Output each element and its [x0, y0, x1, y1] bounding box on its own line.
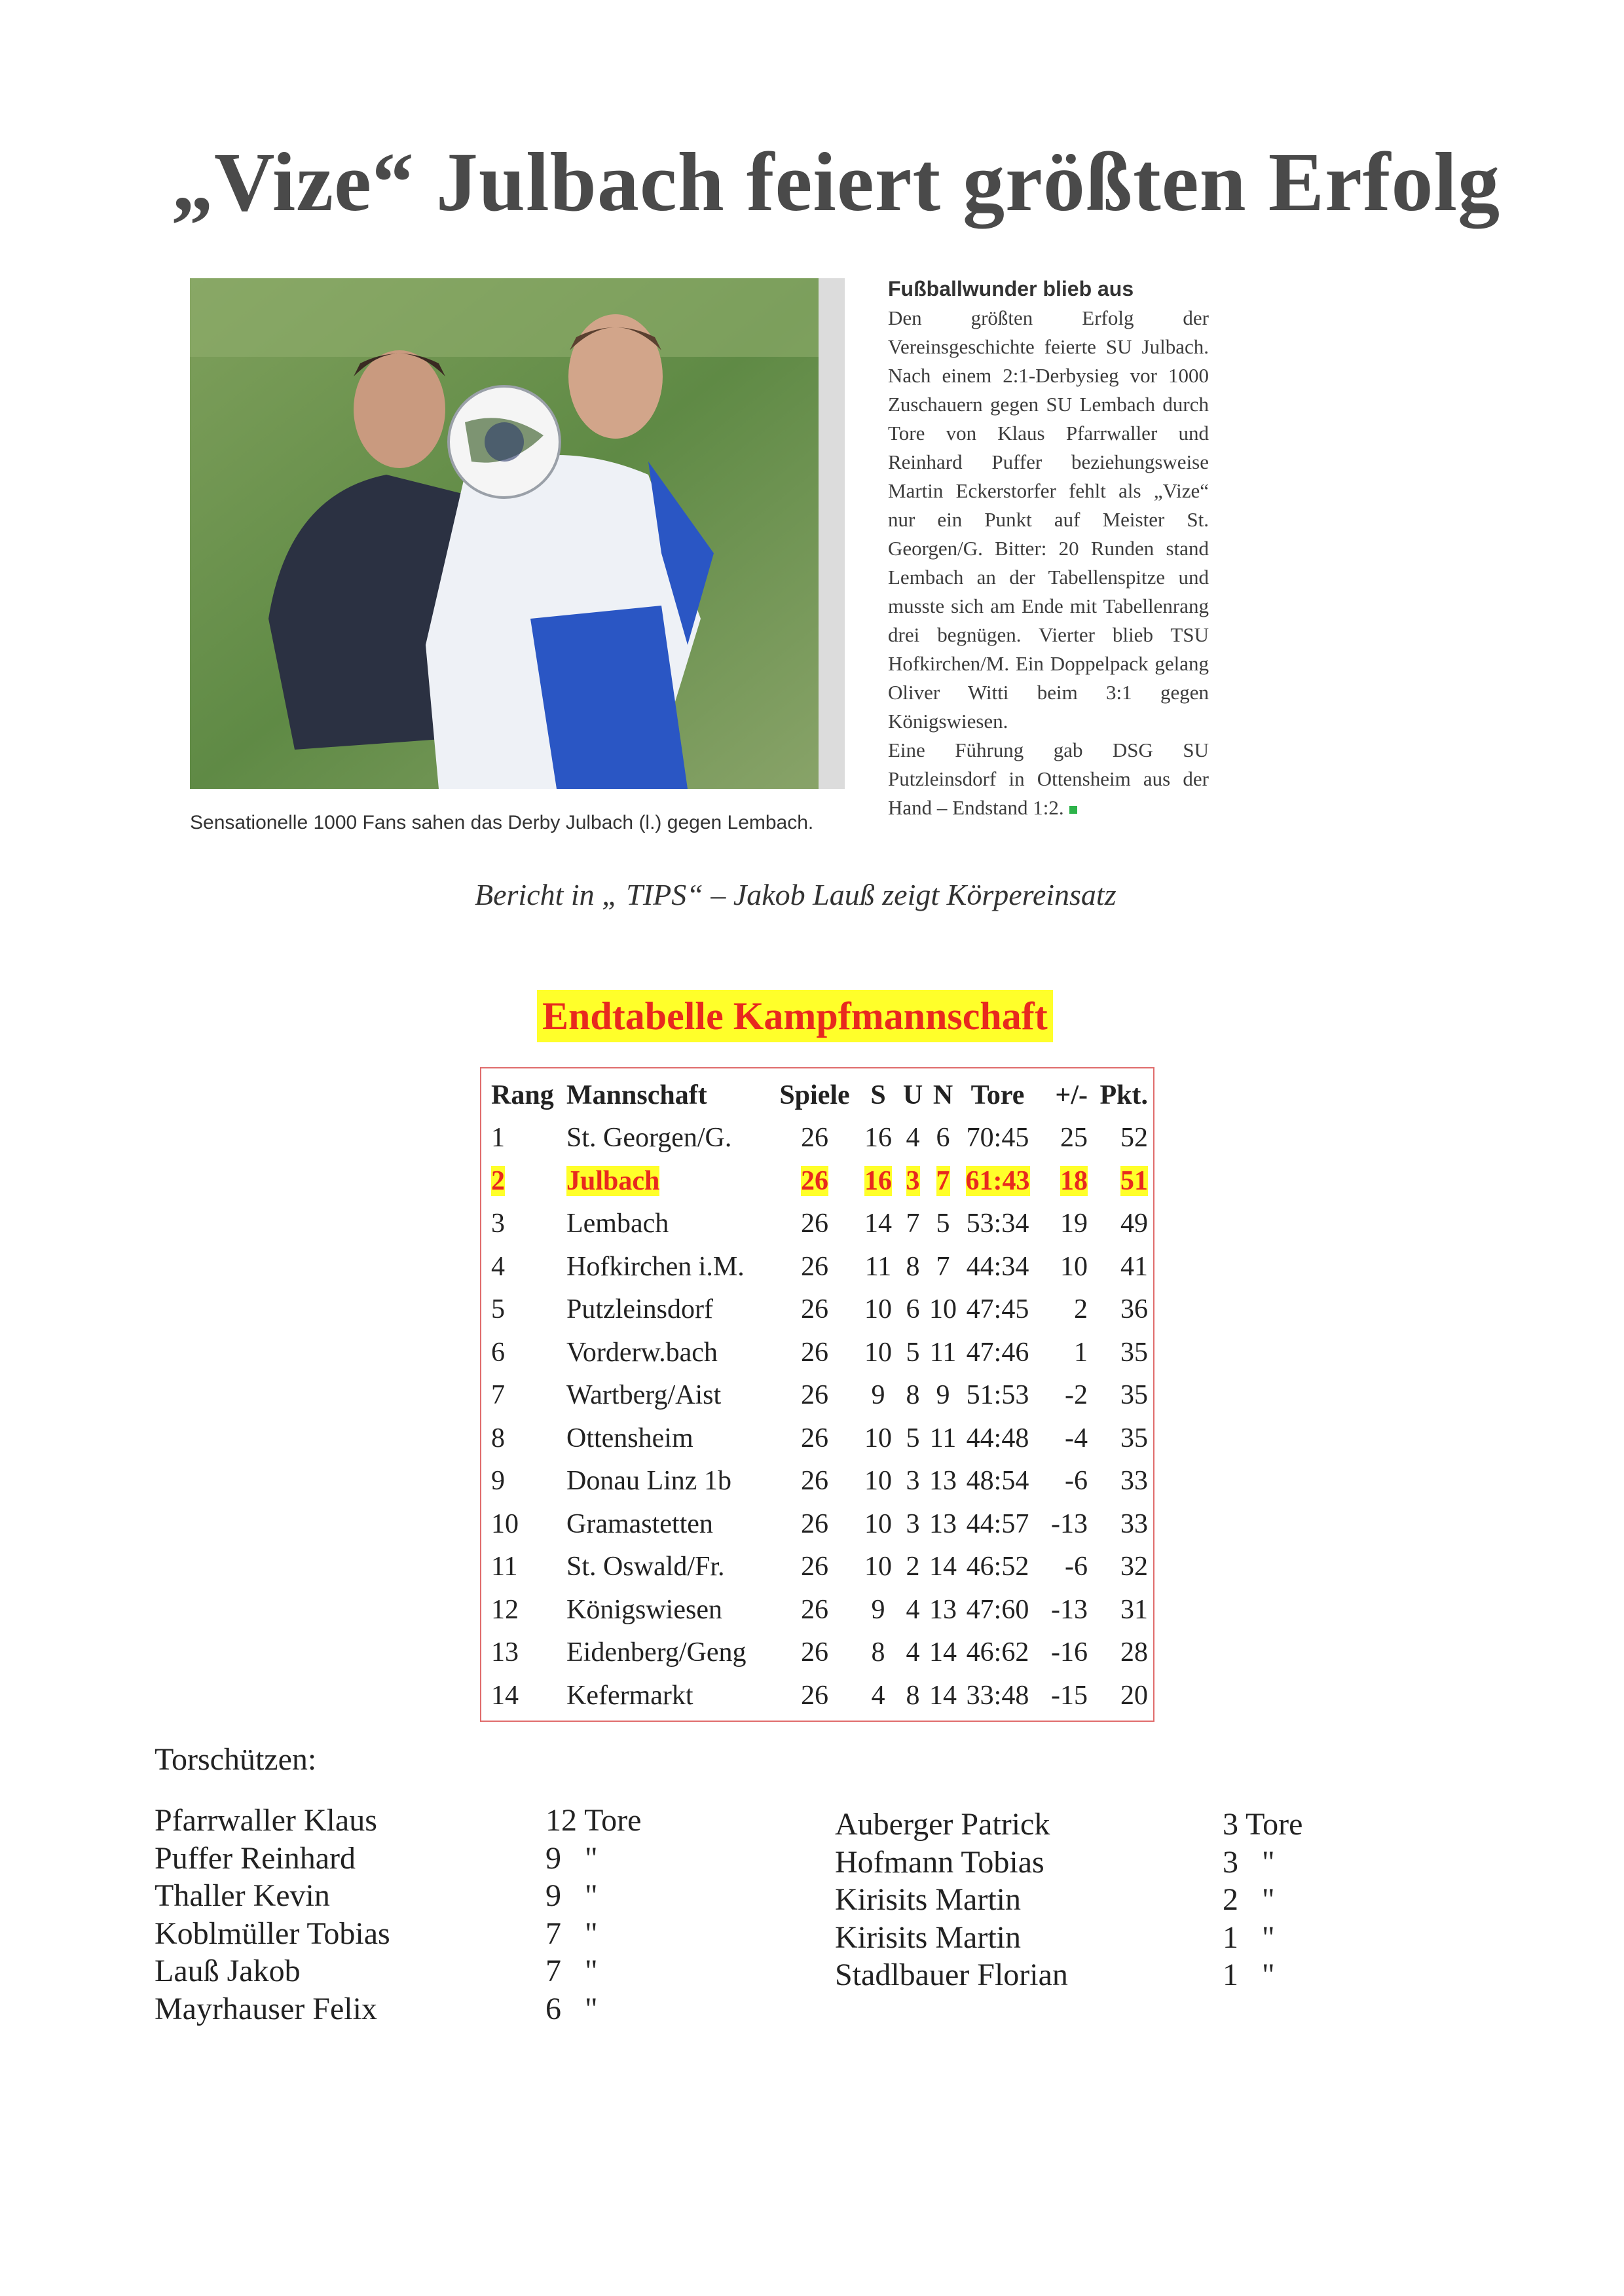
cell-u: 3 — [906, 1508, 920, 1539]
scorer-row — [155, 1915, 692, 1953]
cell-pkt: 35 — [1120, 1423, 1148, 1453]
header-mannschaft: Mannschaft — [566, 1080, 707, 1110]
cell-rang: 3 — [491, 1209, 505, 1239]
cell-spiele: 26 — [801, 1380, 828, 1411]
scorer-row — [835, 1806, 1346, 1844]
article-body-ending — [888, 736, 1209, 822]
highlighted-cell-team: Julbach — [566, 1165, 660, 1196]
scorer-row — [835, 1881, 1346, 1919]
cell-team: Königswiesen — [566, 1594, 722, 1625]
table-row — [491, 1203, 1148, 1246]
scorers-right-column — [835, 1806, 1346, 1994]
header-s: S — [870, 1080, 886, 1110]
cell-pkt: 35 — [1120, 1337, 1148, 1368]
cell-spiele: 26 — [801, 1552, 828, 1582]
cell-spiele: 26 — [801, 1594, 828, 1625]
cell-tore: 44:57 — [966, 1508, 1029, 1539]
scorer-row — [155, 1990, 692, 2028]
scorer-name: Auberger Patrick — [835, 1807, 1050, 1842]
cell-spiele: 26 — [801, 1294, 828, 1325]
cell-spiele: 26 — [801, 1209, 828, 1239]
standings-table-frame — [480, 1067, 1154, 1722]
cell-n: 14 — [929, 1637, 957, 1668]
cell-spiele — [769, 1159, 860, 1203]
highlighted-cell-spiele: 26 — [801, 1165, 828, 1196]
cell-diff: 25 — [1060, 1123, 1088, 1154]
cell-tore: 47:46 — [966, 1337, 1029, 1368]
cell-pkt: 49 — [1120, 1209, 1148, 1239]
scorer-name: Puffer Reinhard — [155, 1840, 356, 1876]
cell-u: 7 — [906, 1209, 920, 1239]
standings-header-row — [491, 1074, 1148, 1117]
cell-team: Hofkirchen i.M. — [566, 1251, 745, 1282]
standings-table — [491, 1074, 1148, 1717]
cell-diff: -2 — [1065, 1380, 1088, 1411]
cell-diff: -6 — [1065, 1466, 1088, 1497]
cell-tore: 33:48 — [966, 1680, 1029, 1711]
cell-rang: 12 — [491, 1594, 519, 1625]
cell-s: 10 — [864, 1294, 892, 1325]
cell-s: 9 — [871, 1594, 885, 1625]
cell-diff: -16 — [1051, 1637, 1088, 1668]
cell-team: Vorderw.bach — [566, 1337, 718, 1368]
cell-s: 8 — [871, 1637, 885, 1668]
cell-diff: -13 — [1051, 1594, 1088, 1625]
scorer-goals: 7 " — [545, 1916, 598, 1951]
cell-pkt: 52 — [1120, 1123, 1148, 1154]
scorer-name: Hofmann Tobias — [835, 1844, 1044, 1880]
cell-n: 14 — [929, 1552, 957, 1582]
cell-spiele: 26 — [801, 1423, 828, 1453]
scorer-goals: 2 " — [1223, 1882, 1275, 1917]
scorer-row — [155, 1802, 692, 1840]
cell-tore: 48:54 — [966, 1466, 1029, 1497]
table-row — [491, 1331, 1148, 1374]
highlighted-cell-diff: 18 — [1060, 1165, 1088, 1196]
cell-pkt — [1088, 1159, 1148, 1203]
highlighted-cell-u: 3 — [906, 1165, 920, 1196]
cell-tore: 70:45 — [966, 1123, 1029, 1154]
header-diff: +/- — [1055, 1080, 1088, 1110]
standings-body — [491, 1117, 1148, 1717]
cell-diff: -6 — [1065, 1552, 1088, 1582]
cell-diff: 19 — [1060, 1209, 1088, 1239]
cell-pkt: 33 — [1120, 1508, 1148, 1539]
scorer-name: Kirisits Martin — [835, 1882, 1021, 1917]
cell-s: 10 — [864, 1337, 892, 1368]
cell-pkt: 32 — [1120, 1552, 1148, 1582]
header-pkt: Pkt. — [1099, 1080, 1148, 1110]
cell-n: 10 — [929, 1294, 957, 1325]
cell-pkt: 31 — [1120, 1594, 1148, 1625]
header-spiele: Spiele — [779, 1080, 850, 1110]
scorer-row — [835, 1956, 1346, 1994]
cell-s: 16 — [864, 1123, 892, 1154]
headline: „Vize“ Julbach feiert größten Erfolg — [172, 136, 1501, 228]
header-rang: Rang — [491, 1080, 554, 1110]
scorer-name: Thaller Kevin — [155, 1878, 330, 1913]
cell-u: 3 — [906, 1466, 920, 1497]
cell-diff: 2 — [1074, 1294, 1088, 1325]
cell-team: Gramastetten — [566, 1508, 713, 1539]
cell-tore: 44:48 — [966, 1423, 1029, 1453]
cell-pkt: 35 — [1120, 1380, 1148, 1411]
cell-rang — [491, 1159, 566, 1203]
cell-s — [860, 1159, 896, 1203]
cell-spiele: 26 — [801, 1337, 828, 1368]
scorer-goals: 1 " — [1223, 1958, 1275, 1992]
scorer-goals: 7 " — [545, 1954, 598, 1988]
scorer-goals: 3 " — [1223, 1844, 1275, 1880]
article-body-ending-text: Eine Führung gab DSG SU Putzleinsdorf in Ottensheim aus der Hand – Endstand 1:2. — [888, 738, 1209, 819]
scorer-goals: 9 " — [545, 1840, 598, 1876]
cell-pkt: 41 — [1120, 1251, 1148, 1282]
scorer-name: Lauß Jakob — [155, 1954, 301, 1988]
table-row — [491, 1674, 1148, 1717]
cell-n: 14 — [929, 1680, 957, 1711]
cell-diff: 10 — [1060, 1251, 1088, 1282]
cell-n: 13 — [929, 1508, 957, 1539]
cell-spiele: 26 — [801, 1680, 828, 1711]
scorer-goals: 12 Tore — [545, 1803, 642, 1838]
cell-team: St. Georgen/G. — [566, 1123, 732, 1154]
highlighted-cell-tore: 61:43 — [965, 1165, 1030, 1196]
cell-n: 6 — [936, 1123, 950, 1154]
cell-pkt: 36 — [1120, 1294, 1148, 1325]
cell-spiele: 26 — [801, 1466, 828, 1497]
cell-tore: 53:34 — [966, 1209, 1029, 1239]
cell-u: 4 — [906, 1123, 920, 1154]
table-row — [491, 1245, 1148, 1288]
scorer-row — [155, 1840, 692, 1878]
table-row — [491, 1117, 1148, 1160]
table-row — [491, 1374, 1148, 1417]
cell-spiele: 26 — [801, 1508, 828, 1539]
table-row — [491, 1546, 1148, 1589]
header-u: U — [902, 1080, 923, 1110]
table-row — [491, 1460, 1148, 1503]
cell-rang: 14 — [491, 1680, 519, 1711]
cell-u: 5 — [906, 1423, 920, 1453]
scorer-row — [155, 1952, 692, 1990]
article-body: Den größten Erfolg der Vereinsgeschichte feierte SU Julbach. Nach einem 2:1-Derbysieg vor 1000 Zuschauern gegen SU Lembach durch Tore von Klaus Pfarrwaller und Reinhard Puffer beziehungsweise Martin Eckerstorfer fehlt als „Vize“ nur ein Punkt auf Meister St. Georgen/G. Bitter: 20 Runden stand Lembach an der Tabellenspitze und musste sich am Ende mit Tabellenrang drei begnügen. Vierter blieb TSU Hofkirchen/M. Ein Doppelpack gelang Oliver Witti beim 3:1 gegen Königswiesen. — [888, 306, 1209, 733]
cell-rang: 5 — [491, 1294, 505, 1325]
scorer-name: Mayrhauser Felix — [155, 1991, 377, 2026]
highlighted-cell-n: 7 — [936, 1165, 950, 1196]
highlighted-cell-s: 16 — [864, 1165, 892, 1196]
header-tore: Tore — [970, 1080, 1025, 1110]
cell-s: 10 — [864, 1552, 892, 1582]
scorer-goals: 6 " — [545, 1991, 598, 2026]
cell-s: 10 — [864, 1508, 892, 1539]
scorer-name: Pfarrwaller Klaus — [155, 1803, 377, 1838]
scorer-row — [155, 1877, 692, 1915]
scorer-name: Kirisits Martin — [835, 1920, 1021, 1955]
article-column — [888, 274, 1209, 822]
cell-tore: 51:53 — [966, 1380, 1029, 1411]
table-row — [491, 1288, 1148, 1332]
cell-tore: 46:62 — [966, 1637, 1029, 1668]
cell-rang: 13 — [491, 1637, 519, 1668]
cell-team: Eidenberg/Geng — [566, 1637, 747, 1668]
table-row — [491, 1588, 1148, 1631]
cell-team: Lembach — [566, 1209, 669, 1239]
cell-n: 11 — [929, 1423, 957, 1453]
scorer-goals: 1 " — [1223, 1920, 1275, 1955]
cell-team: Ottensheim — [566, 1423, 693, 1453]
scorer-goals: 9 " — [545, 1878, 598, 1913]
cell-spiele: 26 — [801, 1123, 828, 1154]
table-row — [491, 1503, 1148, 1546]
cell-rang: 7 — [491, 1380, 505, 1411]
cell-u: 4 — [906, 1594, 920, 1625]
table-row — [491, 1417, 1148, 1460]
cell-pkt: 20 — [1120, 1680, 1148, 1711]
cell-team: Kefermarkt — [566, 1680, 693, 1711]
cell-tore: 47:45 — [966, 1294, 1029, 1325]
cell-diff: -13 — [1051, 1508, 1088, 1539]
scorer-goals: 3 Tore — [1223, 1807, 1303, 1842]
cell-n: 5 — [936, 1209, 950, 1239]
cell-diff: -15 — [1051, 1680, 1088, 1711]
cell-n: 9 — [936, 1380, 950, 1411]
cell-diff: 1 — [1074, 1337, 1088, 1368]
highlighted-cell-pkt: 51 — [1120, 1165, 1148, 1196]
cell-s: 11 — [864, 1251, 892, 1282]
cell-n — [929, 1159, 957, 1203]
cell-u: 2 — [906, 1552, 920, 1582]
cell-s: 4 — [871, 1680, 885, 1711]
report-note: Bericht in „ TIPS“ – Jakob Lauß zeigt Körpereinsatz — [475, 878, 1116, 911]
cell-tore: 46:52 — [966, 1552, 1029, 1582]
cell-u — [896, 1159, 929, 1203]
cell-diff — [1039, 1159, 1088, 1203]
scorers-label: Torschützen: — [155, 1742, 317, 1777]
cell-rang: 11 — [491, 1552, 518, 1582]
highlighted-cell-rang: 2 — [491, 1165, 505, 1196]
end-square-icon — [1069, 806, 1077, 814]
cell-s: 14 — [864, 1209, 892, 1239]
scorer-name: Koblmüller Tobias — [155, 1916, 390, 1951]
cell-n: 11 — [929, 1337, 957, 1368]
cell-rang: 1 — [491, 1123, 505, 1154]
cell-rang: 4 — [491, 1251, 505, 1282]
cell-diff: -4 — [1065, 1423, 1088, 1453]
cell-u: 8 — [906, 1380, 920, 1411]
cell-u: 5 — [906, 1337, 920, 1368]
cell-u: 8 — [906, 1251, 920, 1282]
cell-rang: 10 — [491, 1508, 519, 1539]
cell-team — [566, 1159, 769, 1203]
cell-rang: 8 — [491, 1423, 505, 1453]
table-title: Endtabelle Kampfmannschaft — [537, 990, 1053, 1042]
cell-rang: 9 — [491, 1466, 505, 1497]
cell-s: 10 — [864, 1466, 892, 1497]
table-row — [491, 1159, 1148, 1203]
cell-pkt: 33 — [1120, 1466, 1148, 1497]
scorer-name: Stadlbauer Florian — [835, 1958, 1068, 1992]
cell-s: 10 — [864, 1423, 892, 1453]
cell-team: St. Oswald/Fr. — [566, 1552, 725, 1582]
cell-n: 13 — [929, 1594, 957, 1625]
cell-tore: 47:60 — [966, 1594, 1029, 1625]
cell-spiele: 26 — [801, 1637, 828, 1668]
scorers-left-column — [155, 1802, 692, 2028]
article-subhead: Fußballwunder blieb aus — [888, 277, 1134, 301]
scorer-row — [835, 1919, 1346, 1957]
header-n: N — [932, 1080, 953, 1110]
cell-team: Donau Linz 1b — [566, 1466, 731, 1497]
cell-team: Putzleinsdorf — [566, 1294, 713, 1325]
table-row — [491, 1631, 1148, 1675]
cell-u: 8 — [906, 1680, 920, 1711]
cell-u: 6 — [906, 1294, 920, 1325]
photo-caption: Sensationelle 1000 Fans sahen das Derby Julbach (l.) gegen Lembach. — [190, 812, 814, 833]
cell-rang: 6 — [491, 1337, 505, 1368]
soccer-players-photo-icon — [190, 278, 845, 789]
cell-spiele: 26 — [801, 1251, 828, 1282]
cell-u: 4 — [906, 1637, 920, 1668]
cell-s: 9 — [871, 1380, 885, 1411]
cell-tore: 44:34 — [966, 1251, 1029, 1282]
scorer-row — [835, 1844, 1346, 1882]
cell-team: Wartberg/Aist — [566, 1380, 722, 1411]
cell-n: 7 — [936, 1251, 950, 1282]
cell-tore — [957, 1159, 1039, 1203]
cell-pkt: 28 — [1120, 1637, 1148, 1668]
cell-n: 13 — [929, 1466, 957, 1497]
match-photo — [190, 278, 845, 789]
